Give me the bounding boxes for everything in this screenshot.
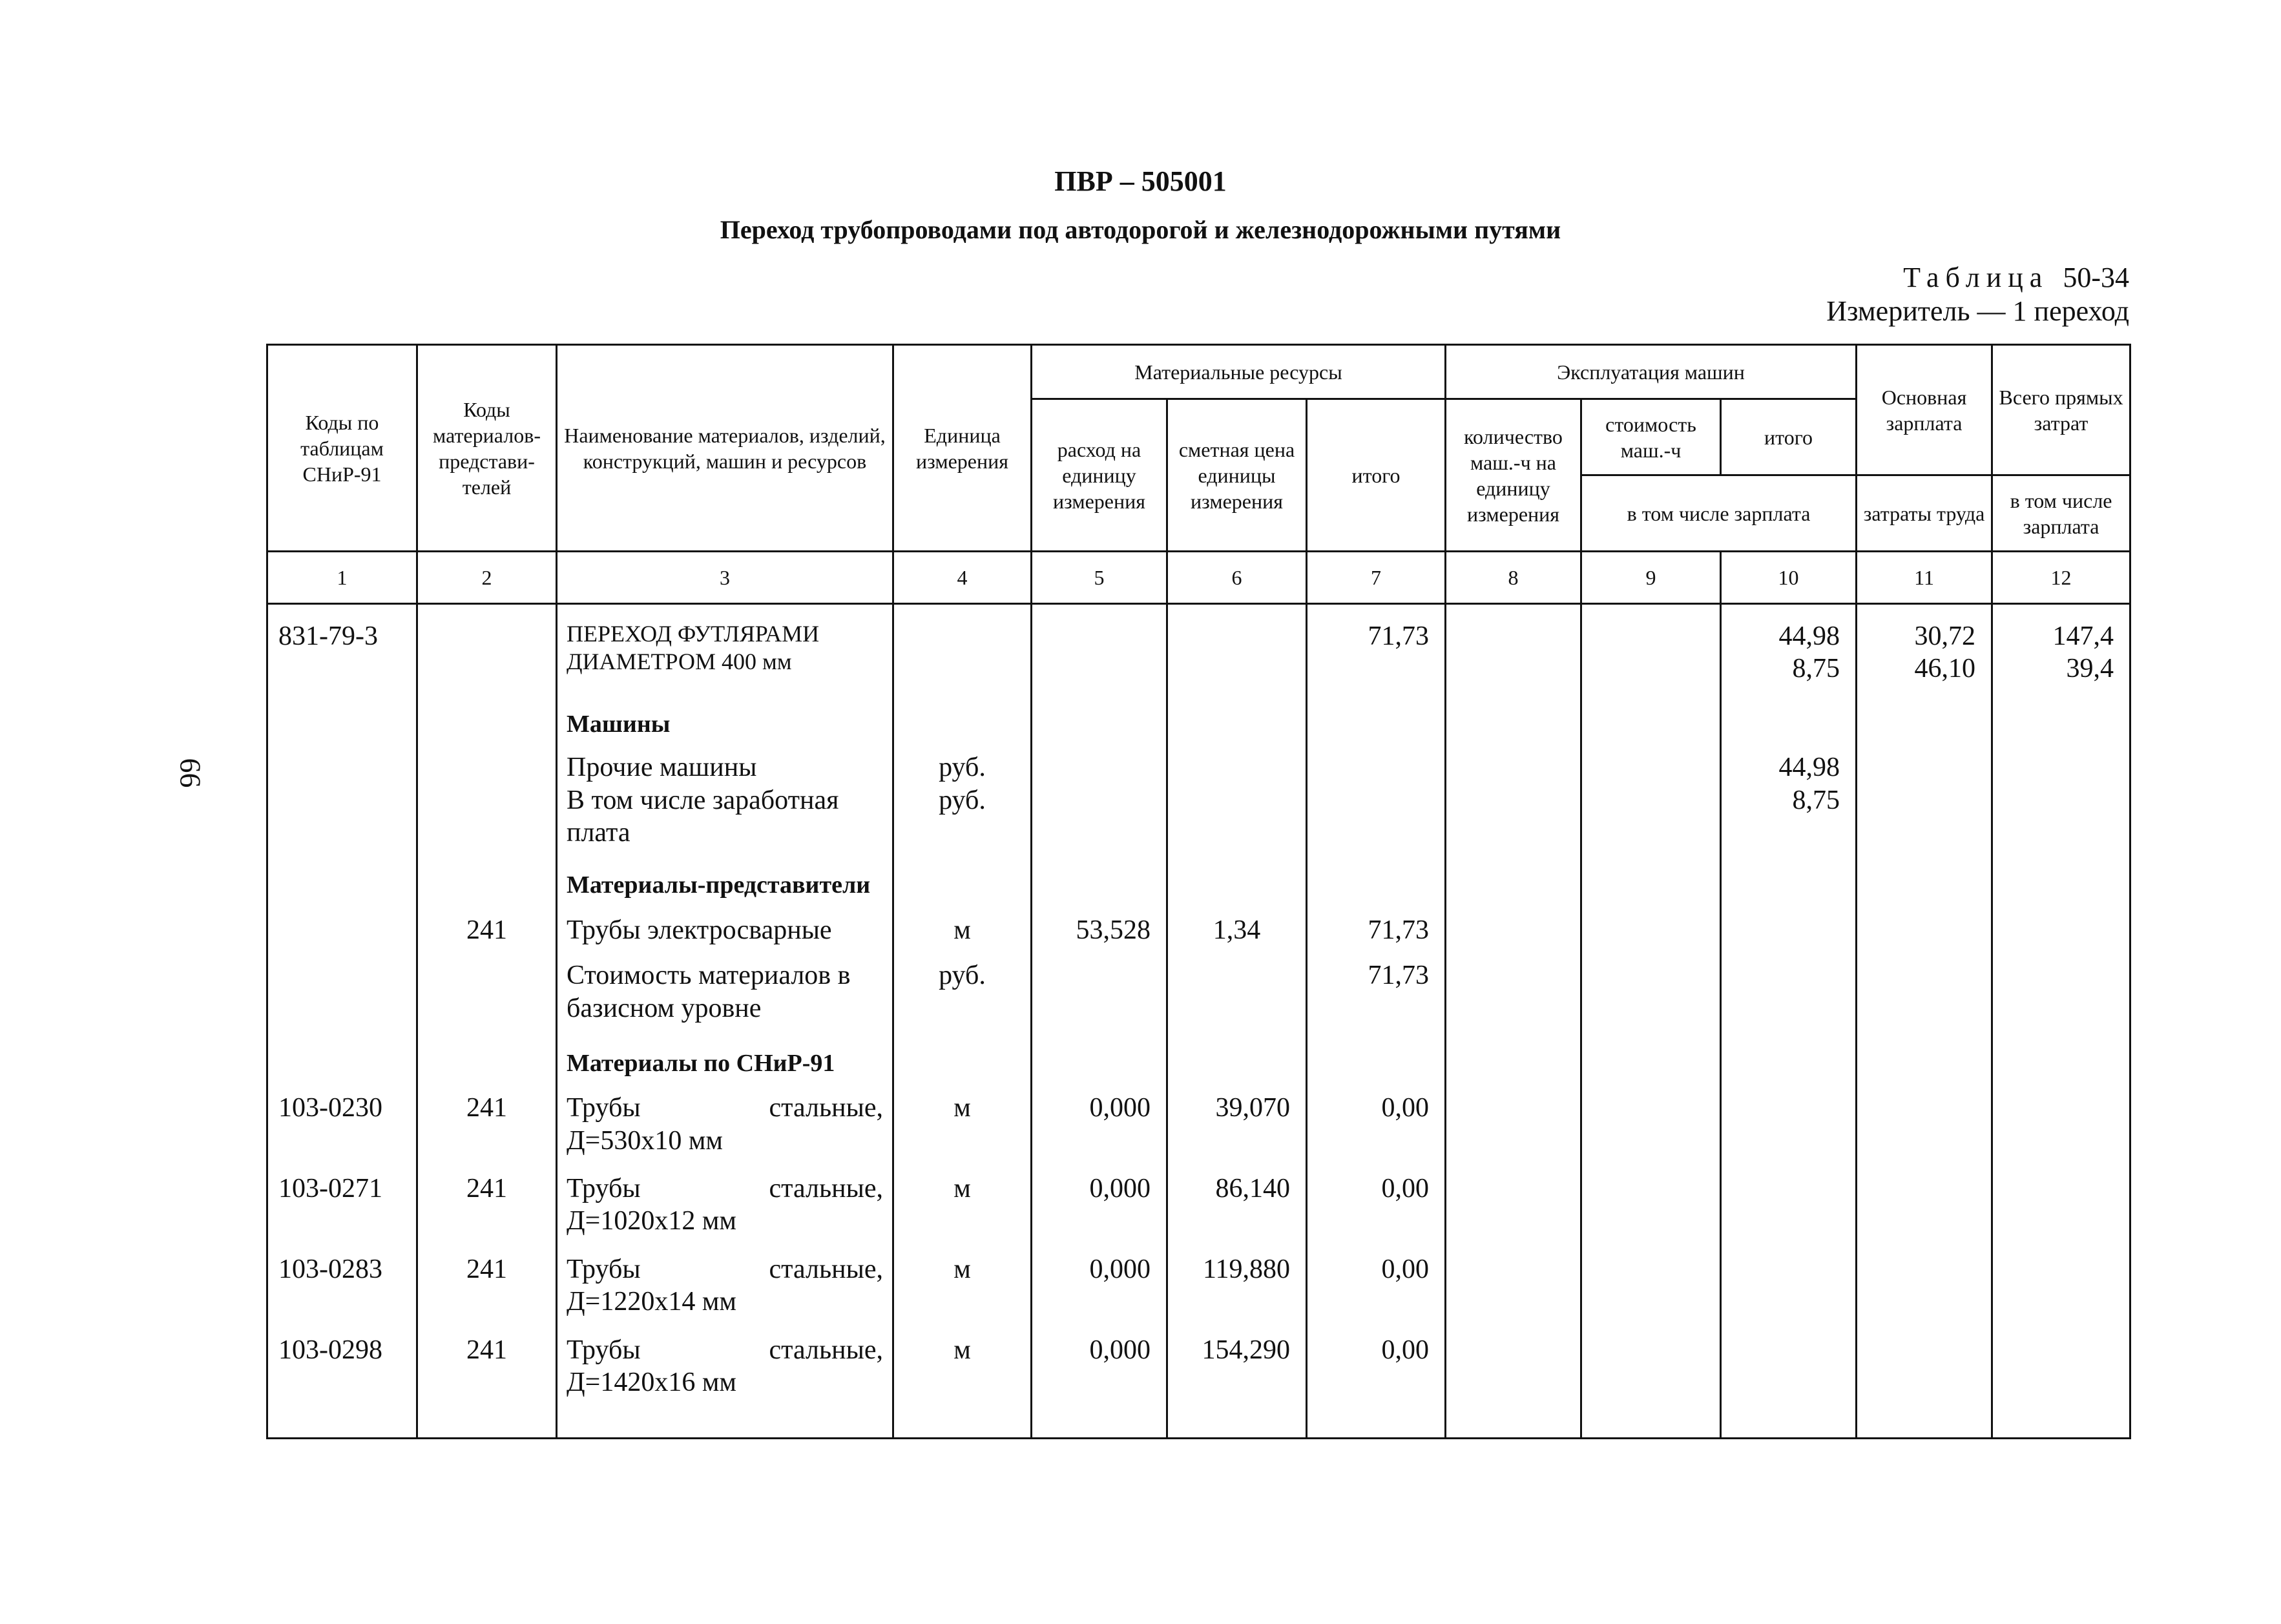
col-number: 8 <box>1446 552 1581 604</box>
row-name-line: Стоимость материалов в <box>567 961 851 991</box>
col-group-machines: Эксплуатация машин <box>1446 345 1857 399</box>
resource-table <box>266 344 2131 1439</box>
row-name: Трубы электросварные <box>557 901 893 946</box>
section-row <box>267 1025 2130 1079</box>
col-header-salary: Основная зарплата <box>1857 345 1992 475</box>
row-price: 119,880 <box>1167 1238 1307 1318</box>
row-name-word: Трубы <box>567 1093 641 1123</box>
table-row <box>267 1157 2130 1238</box>
row-mat-total: 71,73 <box>1307 946 1446 1025</box>
section-snir-materials: Материалы по СНиР-91 <box>567 1049 835 1077</box>
col-header-machine-hours: количество маш.-ч на единицу измерения <box>1446 399 1581 552</box>
row-name <box>557 1318 893 1439</box>
row-direct <box>1992 604 2130 685</box>
measure-unit: Измеритель — 1 переход <box>1826 295 2129 327</box>
row-price: 1,34 <box>1167 901 1307 946</box>
table-label: Таблица <box>1903 262 2049 293</box>
row-code: 103-0283 <box>267 1238 417 1318</box>
row-name-word: стальные, <box>769 1093 883 1123</box>
col-number: 10 <box>1721 552 1857 604</box>
row-name-line: В том числе заработная <box>567 785 839 815</box>
table-number-value: 50-34 <box>2063 262 2129 293</box>
col-subheader-labor: затраты труда <box>1857 475 1992 552</box>
row-name-line: базисном уровне <box>567 993 762 1023</box>
section-row <box>267 685 2130 740</box>
row-name: Прочие машины <box>557 740 893 784</box>
page-number: 66 <box>174 758 207 788</box>
col-number: 1 <box>267 552 417 604</box>
row-code: 103-0271 <box>267 1157 417 1238</box>
row-name <box>557 604 893 685</box>
machine-salary-value: 8,75 <box>1792 654 1840 684</box>
section-machines: Машины <box>567 710 671 738</box>
document-code: ПВР – 505001 <box>1054 165 1227 197</box>
col-number: 6 <box>1167 552 1307 604</box>
col-header-rate: расход на единицу измерения <box>1032 399 1167 552</box>
col-header-mat-total: итого <box>1307 399 1446 552</box>
row-name-word: Трубы <box>567 1335 641 1365</box>
row-price: 154,290 <box>1167 1318 1307 1439</box>
table-row <box>267 1318 2130 1439</box>
row-mat-total: 0,00 <box>1307 1157 1446 1238</box>
row-unit: м <box>893 901 1032 946</box>
row-name-word: стальные, <box>769 1254 883 1284</box>
row-salary <box>1857 604 1992 685</box>
col-number: 3 <box>557 552 893 604</box>
row-name <box>557 784 893 849</box>
col-header-price: сметная цена единицы измерения <box>1167 399 1307 552</box>
col-number: 5 <box>1032 552 1167 604</box>
section-row <box>267 849 2130 900</box>
row-unit: руб. <box>893 946 1032 1025</box>
col-header-unit: Единица измерения <box>893 345 1032 552</box>
row-name-line: ПЕРЕХОД ФУТЛЯРАМИ <box>567 621 820 647</box>
col-number: 11 <box>1857 552 1992 604</box>
row-name-dim: Д=530х10 мм <box>567 1125 723 1156</box>
row-rate: 0,000 <box>1032 1238 1167 1318</box>
row-mat-total: 0,00 <box>1307 1079 1446 1157</box>
table-row <box>267 1079 2130 1157</box>
table-row <box>267 740 2130 784</box>
col-header-direct-costs: Всего прямых затрат <box>1992 345 2130 475</box>
labor-value: 46,10 <box>1914 654 1976 684</box>
row-name <box>557 1238 893 1318</box>
document-title: Переход трубопроводами под автодорогой и железнодорожными путями <box>720 215 1561 244</box>
row-mat-total: 71,73 <box>1307 901 1446 946</box>
row-code: 103-0230 <box>267 1079 417 1157</box>
row-machine-total <box>1721 604 1857 685</box>
col-number: 2 <box>417 552 557 604</box>
row-unit: м <box>893 1157 1032 1238</box>
table-number <box>1903 261 2129 294</box>
row-name-dim: Д=1420х16 мм <box>567 1368 736 1398</box>
row-name-dim: Д=1020х12 мм <box>567 1206 736 1236</box>
table-row <box>267 946 2130 1025</box>
row-name-word: стальные, <box>769 1335 883 1365</box>
table-row <box>267 901 2130 946</box>
row-material-code: 241 <box>417 1157 557 1238</box>
col-header-name: Наименование материалов, изделий, конструкций, машин и ресурсов <box>557 345 893 552</box>
row-code: 103-0298 <box>267 1318 417 1439</box>
row-unit: м <box>893 1238 1032 1318</box>
col-subheader-machine-salary: в том числе зарплата <box>1581 475 1857 552</box>
row-unit: м <box>893 1079 1032 1157</box>
row-material-code: 241 <box>417 1238 557 1318</box>
row-name-line: ДИАМЕТРОМ 400 мм <box>567 649 792 675</box>
col-header-material-codes: Коды материалов-представи-телей <box>417 345 557 552</box>
row-material-code: 241 <box>417 1079 557 1157</box>
row-name <box>557 1079 893 1157</box>
row-unit: руб. <box>893 740 1032 784</box>
col-group-materials: Материальные ресурсы <box>1032 345 1446 399</box>
table-row <box>267 784 2130 849</box>
row-price: 39,070 <box>1167 1079 1307 1157</box>
table-row <box>267 1238 2130 1318</box>
machine-total-value: 44,98 <box>1778 621 1840 651</box>
row-material-code: 241 <box>417 901 557 946</box>
row-rate: 0,000 <box>1032 1157 1167 1238</box>
col-header-machine-total: итого <box>1721 399 1857 475</box>
col-header-machine-cost: стоимость маш.-ч <box>1581 399 1721 475</box>
col-number: 12 <box>1992 552 2130 604</box>
col-subheader-direct-salary: в том числе зарплата <box>1992 475 2130 552</box>
row-name-dim: Д=1220х14 мм <box>567 1287 736 1317</box>
row-name-word: Трубы <box>567 1174 641 1204</box>
row-name-line: плата <box>567 817 630 848</box>
row-rate: 0,000 <box>1032 1079 1167 1157</box>
row-material-code: 241 <box>417 1318 557 1439</box>
col-header-codes: Коды по таблицам СНиР-91 <box>267 345 417 552</box>
direct-salary-value: 39,4 <box>2066 654 2114 684</box>
table-row <box>267 604 2130 685</box>
col-number: 4 <box>893 552 1032 604</box>
row-machine-total: 8,75 <box>1721 784 1857 849</box>
row-rate: 0,000 <box>1032 1318 1167 1439</box>
row-rate: 53,528 <box>1032 901 1167 946</box>
row-machine-total: 44,98 <box>1721 740 1857 784</box>
col-number: 7 <box>1307 552 1446 604</box>
salary-value: 30,72 <box>1914 621 1976 651</box>
row-mat-total: 0,00 <box>1307 1318 1446 1439</box>
row-unit: м <box>893 1318 1032 1439</box>
row-name-word: Трубы <box>567 1254 641 1284</box>
row-mat-total: 71,73 <box>1307 604 1446 685</box>
direct-value: 147,4 <box>2052 621 2114 651</box>
col-number: 9 <box>1581 552 1721 604</box>
section-representative-materials: Материалы-представители <box>567 871 871 899</box>
row-code: 831-79-3 <box>267 604 417 685</box>
row-name <box>557 946 893 1025</box>
row-unit: руб. <box>893 784 1032 849</box>
row-name <box>557 1157 893 1238</box>
row-mat-total: 0,00 <box>1307 1238 1446 1318</box>
row-price: 86,140 <box>1167 1157 1307 1238</box>
row-name-word: стальные, <box>769 1174 883 1204</box>
